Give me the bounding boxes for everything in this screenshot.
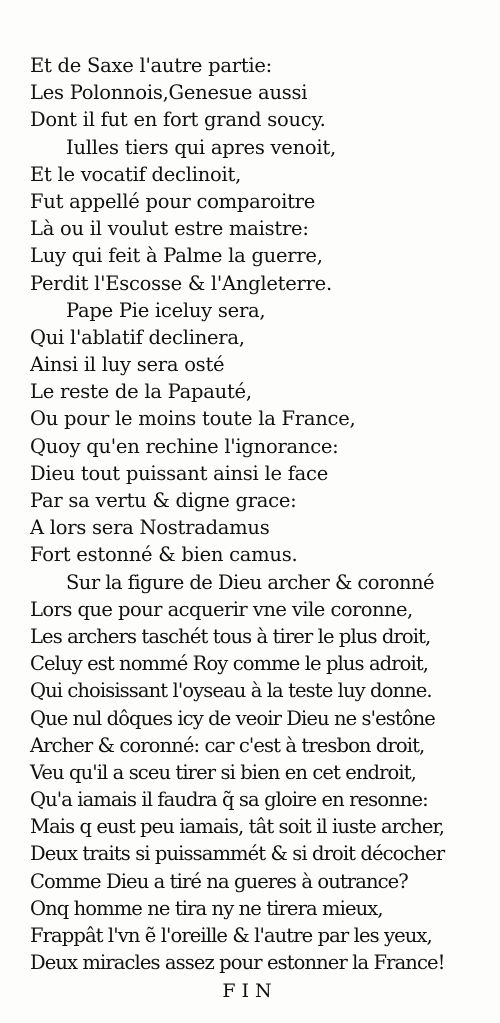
verse-line: Frappât l'vn ẽ l'oreille & l'autre par les yeux, xyxy=(30,924,432,947)
verse-line: Dont il fut en fort grand soucy. xyxy=(30,108,326,132)
verse-line: Qui l'ablatif declinera, xyxy=(30,325,245,349)
verse-line: Fort estonné & bien camus. xyxy=(30,543,298,567)
verse-line: Par sa vertu & digne grace: xyxy=(30,489,297,512)
verse-line: Archer & coronné: car c'est à tresbon droit, xyxy=(30,733,425,757)
verse-line: Veu qu'il a sceu tirer si bien en cet endroit, xyxy=(30,760,416,784)
section-heading: Sur la figure de Dieu archer & coronné xyxy=(66,570,434,594)
verse-line: Luy qui feit à Palme la guerre, xyxy=(30,244,323,268)
verse-line: Comme Dieu a tiré na gueres à outrance? xyxy=(30,869,408,893)
verse-line: Dieu tout puissant ainsi le face xyxy=(30,461,328,485)
verse-line: Mais q eust peu iamais, tât soit il iuste archer, xyxy=(30,815,445,839)
verse-line: Ainsi il luy sera osté xyxy=(30,353,225,377)
verse-line: Et de Saxe l'autre partie: xyxy=(30,54,273,77)
verse-line: Onq homme ne tira ny ne tirera mieux, xyxy=(30,896,383,920)
fin-label: FIN xyxy=(222,980,278,1002)
verse-line: Qui choisissant l'oyseau à la teste luy donne. xyxy=(30,679,432,703)
verse-line: Là ou il voulut estre maistre: xyxy=(30,217,309,241)
poem-text xyxy=(30,52,490,976)
verse-line: Pape Pie iceluy sera, xyxy=(66,298,266,322)
verse-line: Et le vocatif declinoit, xyxy=(30,162,242,186)
verse-line: Quoy qu'en rechine l'ignorance: xyxy=(30,434,339,458)
verse-line: Qu'a iamais il faudra q̃ sa gloire en resonne: xyxy=(30,788,428,812)
verse-line: Les Polonnois,Genesue aussi xyxy=(30,81,308,105)
verse-line: Celuy est nommé Roy comme le plus adroit, xyxy=(30,652,429,676)
verse-line: Les archers taschét tous à tirer le plus droit, xyxy=(30,624,431,648)
verse-line: Que nul dôques icy de veoir Dieu ne s'estône xyxy=(30,706,435,730)
verse-line: Deux traits si puissammét & si droit décocher xyxy=(30,842,445,866)
verse-line: Ou pour le moins toute la France, xyxy=(30,407,356,431)
verse-line: Le reste de la Papauté, xyxy=(30,380,252,404)
verse-line: Perdit l'Escosse & l'Angleterre. xyxy=(30,271,332,295)
verse-line: Lors que pour acquerir vne vile coronne, xyxy=(30,597,413,621)
verse-line: A lors sera Nostradamus xyxy=(30,516,270,540)
verse-line: Fut appellé pour comparoitre xyxy=(30,189,316,213)
verse-line: Iulles tiers qui apres venoit, xyxy=(66,135,336,159)
verse-line: Deux miracles assez pour estonner la France! xyxy=(30,951,445,975)
